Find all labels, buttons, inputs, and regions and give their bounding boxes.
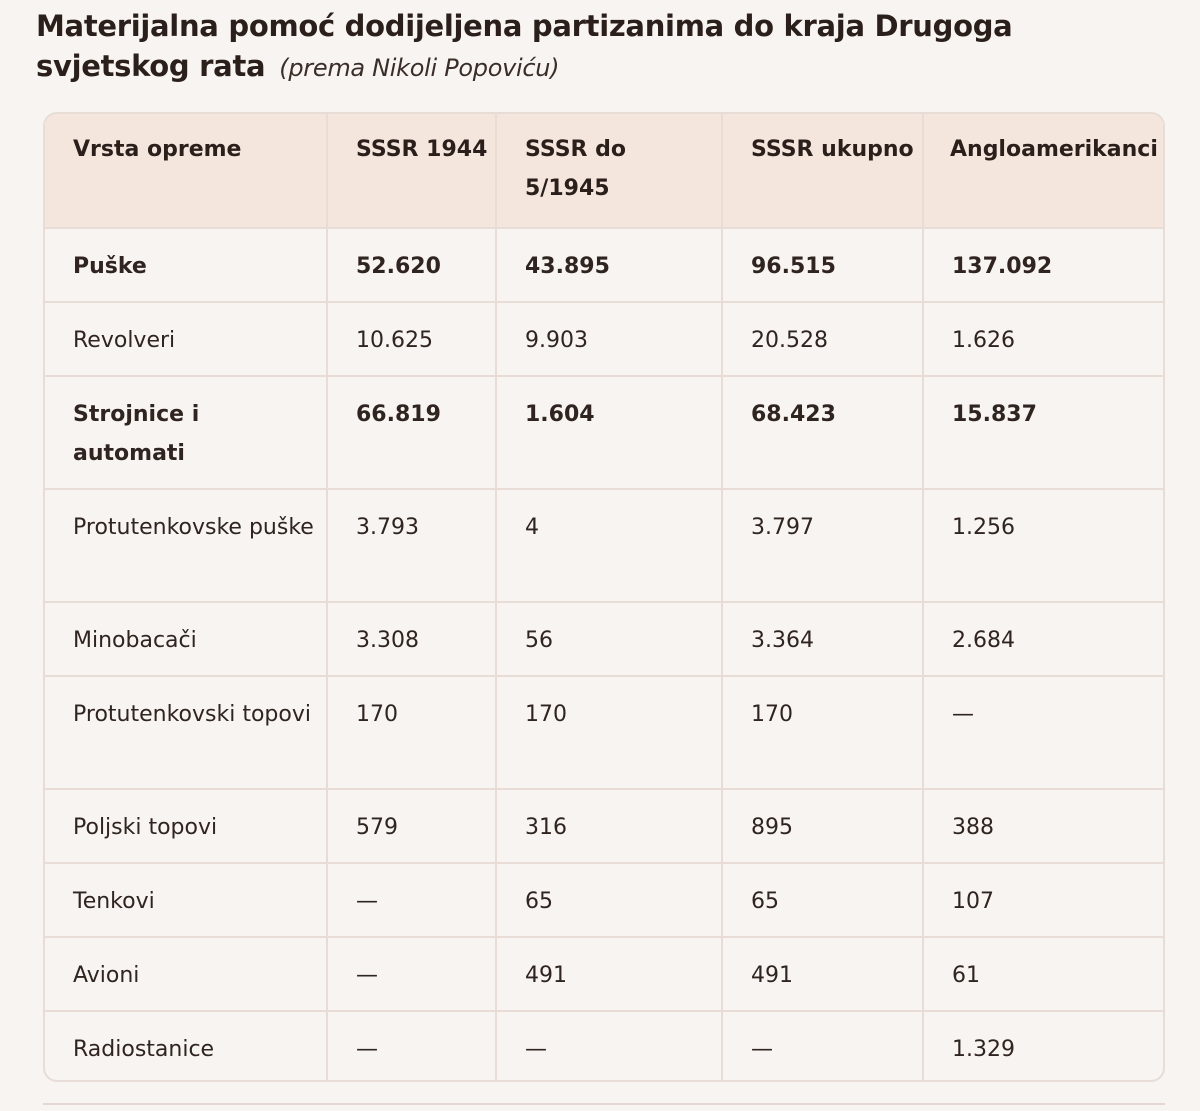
value-cell: 56 [496,602,722,676]
value-cell: — [496,1011,722,1082]
value-cell: — [923,676,1163,789]
value-cell: — [327,863,496,937]
value-cell: 66.819 [327,376,496,489]
table-body [45,228,1163,1082]
value-cell: — [327,1011,496,1082]
table-row [45,602,1163,676]
table-header-row [45,114,1163,228]
page-subtitle: (prema Nikoli Popoviću) [279,54,560,82]
value-cell: 3.364 [722,602,923,676]
value-cell: 9.903 [496,302,722,376]
page-title [36,6,1166,88]
value-cell: 15.837 [923,376,1163,489]
value-cell: 1.604 [496,376,722,489]
table-row [45,863,1163,937]
equipment-type-cell: Revolveri [45,302,327,376]
title-block [36,6,1166,88]
value-cell: 170 [496,676,722,789]
equipment-type-cell: Strojnice i automati [45,376,327,489]
value-cell: 579 [327,789,496,863]
page-title-text: Materijalna pomoć dodijeljena partizanima do kraja Drugoga svjetskog rata [36,9,1013,83]
value-cell: 107 [923,863,1163,937]
value-cell: 170 [327,676,496,789]
table-row [45,676,1163,789]
equipment-type-cell: Poljski topovi [45,789,327,863]
value-cell: 137.092 [923,228,1163,302]
equipment-type-cell: Avioni [45,937,327,1011]
equipment-type-cell: Protutenkovski topovi [45,676,327,789]
aid-table-container [43,112,1165,1082]
table-row [45,789,1163,863]
value-cell: 895 [722,789,923,863]
bottom-divider [43,1103,1165,1105]
value-cell: 20.528 [722,302,923,376]
table-row [45,489,1163,602]
value-cell: 491 [722,937,923,1011]
equipment-type-cell: Puške [45,228,327,302]
table-header [45,114,1163,228]
column-header-ussr-1944: SSSR 1944 [327,114,496,228]
value-cell: 96.515 [722,228,923,302]
table-row [45,302,1163,376]
equipment-type-cell: Tenkovi [45,863,327,937]
equipment-type-cell: Protutenkovske puške [45,489,327,602]
value-cell: 68.423 [722,376,923,489]
value-cell: 316 [496,789,722,863]
equipment-type-cell: Minobacači [45,602,327,676]
table-row [45,228,1163,302]
column-header-ussr-to-5-1945: SSSR do 5/1945 [496,114,722,228]
value-cell: 1.329 [952,1037,1015,1062]
value-cell: 1.256 [923,489,1163,602]
column-header-anglo-americans: Angloamerikanci [923,114,1163,228]
table-row [45,1011,1163,1082]
value-cell: — [327,937,496,1011]
value-cell: 65 [722,863,923,937]
table-row [45,376,1163,489]
value-cell: 10.625 [327,302,496,376]
table-row [45,937,1163,1011]
value-cell: 61 [923,937,1163,1011]
value-cell: 491 [496,937,722,1011]
aid-table [45,114,1163,1082]
value-cell: 2.684 [923,602,1163,676]
column-header-ussr-total: SSSR ukupno [722,114,923,228]
column-header-equipment-type: Vrsta opreme [45,114,327,228]
value-cell: 52.620 [327,228,496,302]
value-cell: 3.797 [722,489,923,602]
value-cell: 3.793 [327,489,496,602]
value-cell: 4 [496,489,722,602]
value-cell: 1.626 [923,302,1163,376]
value-cell: 388 [923,789,1163,863]
value-cell: 170 [722,676,923,789]
value-cell: — [722,1011,923,1082]
value-cell: 65 [496,863,722,937]
value-cell: 43.895 [496,228,722,302]
value-cell: 3.308 [327,602,496,676]
equipment-type-cell: Radiostanice [45,1011,327,1082]
